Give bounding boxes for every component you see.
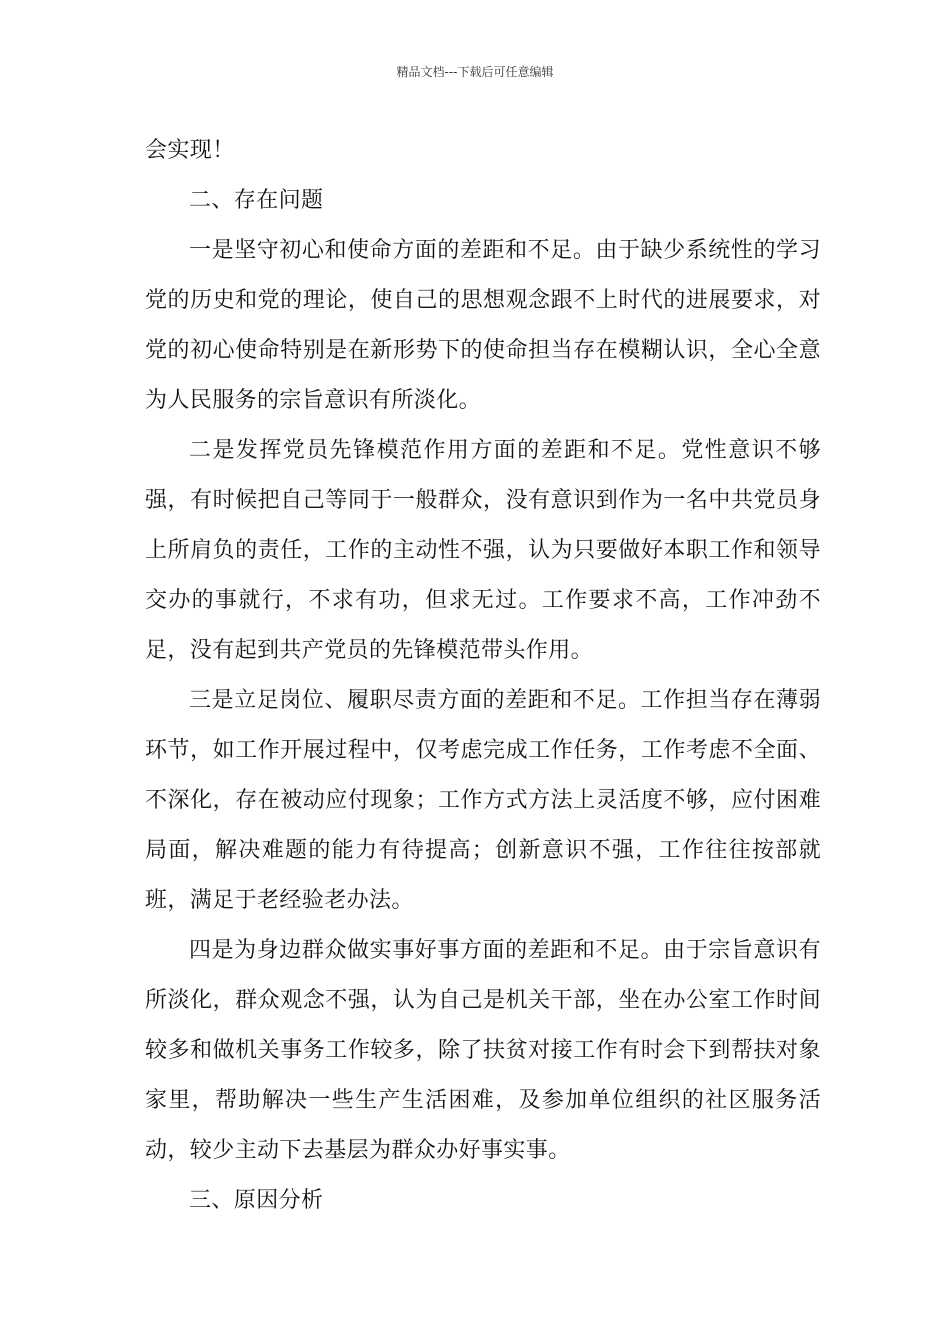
paragraph-point-four: 四是为身边群众做实事好事方面的差距和不足。由于宗旨意识有所淡化，群众观念不强，认为自己是机关干部，坐在办公室工作时间较多和做机关事务工作较多，除了扶贫对接工作有时会下到帮扶对象家里，帮助解决一些生产生活困难，及参加单位组织的社区服务活动，较少主动下去基层为群众办好事实事。	[145, 938, 821, 1163]
paragraph-point-three: 三是立足岗位、履职尽责方面的差距和不足。工作担当存在薄弱环节，如工作开展过程中，仅考虑完成工作任务，工作考虑不全面、不深化，存在被动应付现象；工作方式方法上灵活度不够，应付困难局面，解决难题的能力有待提高；创新意识不强，工作往往按部就班，满足于老经验老办法。	[145, 688, 821, 913]
document-body	[145, 126, 821, 1226]
section-heading-problems: 二、存在问题	[189, 188, 324, 213]
paragraph-point-one: 一是坚守初心和使命方面的差距和不足。由于缺少系统性的学习党的历史和党的理论，使自己的思想观念跟不上时代的进展要求，对党的初心使命特别是在新形势下的使命担当存在模糊认识，全心全意为人民服务的宗旨意识有所淡化。	[145, 238, 821, 413]
paragraph-continuation: 会实现！	[145, 138, 235, 163]
page-header: 精品文档---下载后可任意编辑	[396, 65, 554, 79]
paragraph-point-two: 二是发挥党员先锋模范作用方面的差距和不足。党性意识不够强，有时候把自己等同于一般群众，没有意识到作为一名中共党员身上所肩负的责任，工作的主动性不强，认为只要做好本职工作和领导交办的事就行，不求有功，但求无过。工作要求不高，工作冲劲不足，没有起到共产党员的先锋模范带头作用。	[145, 438, 821, 663]
section-heading-causes: 三、原因分析	[189, 1188, 324, 1213]
